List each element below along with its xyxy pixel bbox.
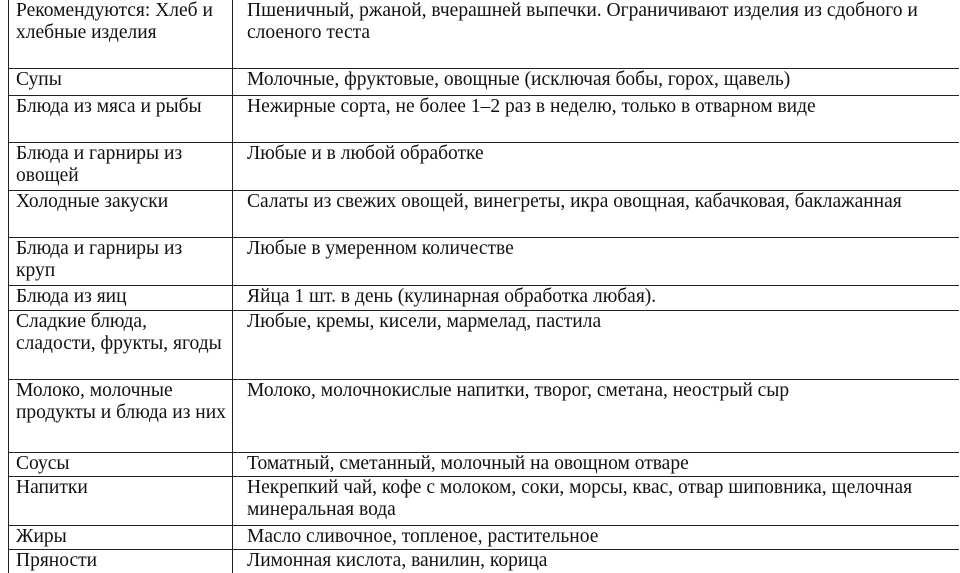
description-cell: Яйца 1 шт. в день (кулинарная обработка любая).: [233, 285, 960, 310]
category-cell: Блюда и гарниры из круп: [9, 238, 233, 286]
description-cell: Лимонная кислота, ванилин, корица: [233, 550, 960, 573]
category-cell: Рекомендуются: Хлеб и хлебные изделия: [9, 0, 233, 69]
description-cell: Любые, кремы, кисели, мармелад, пастила: [233, 311, 960, 380]
table-row: [9, 311, 960, 380]
description-cell: Томатный, сметанный, молочный на овощном отваре: [233, 452, 960, 476]
table-row: [9, 452, 960, 476]
category-cell: Холодные закуски: [9, 190, 233, 238]
description-cell: Любые и в любой обработке: [233, 143, 960, 191]
category-cell: Блюда и гарниры из овощей: [9, 143, 233, 191]
description-cell: Масло сливочное, топленое, растительное: [233, 525, 960, 549]
table-row: [9, 69, 960, 95]
diet-recommendations-table: [8, 0, 959, 573]
description-cell: Салаты из свежих овощей, винегреты, икра овощная, кабачковая, баклажанная: [233, 190, 960, 238]
category-cell: Супы: [9, 69, 233, 95]
table-row: [9, 380, 960, 453]
table-row: [9, 95, 960, 143]
category-cell: Пряности: [9, 550, 233, 573]
category-cell: Напитки: [9, 477, 233, 526]
table-row: [9, 143, 960, 191]
description-cell: Пшеничный, ржаной, вчерашней выпечки. Ограничивают изделия из сдобного и слоеного теста: [233, 0, 960, 69]
table-row: [9, 0, 960, 69]
description-cell: Некрепкий чай, кофе с молоком, соки, морсы, квас, отвар шиповника, щелочная минеральная вода: [233, 477, 960, 526]
table-row: [9, 550, 960, 573]
description-cell: Молоко, молочнокислые напитки, творог, сметана, неострый сыр: [233, 380, 960, 453]
table-row: [9, 190, 960, 238]
table-row: [9, 525, 960, 549]
category-cell: Блюда из яиц: [9, 285, 233, 310]
category-cell: Блюда из мяса и рыбы: [9, 95, 233, 143]
table-row: [9, 285, 960, 310]
category-cell: Соусы: [9, 452, 233, 476]
description-cell: Любые в умеренном количестве: [233, 238, 960, 286]
table-row: [9, 238, 960, 286]
table-row: [9, 477, 960, 526]
category-cell: Сладкие блюда, сладости, фрукты, ягоды: [9, 311, 233, 380]
category-cell: Жиры: [9, 525, 233, 549]
category-cell: Молоко, молочные продукты и блюда из них: [9, 380, 233, 453]
description-cell: Молочные, фруктовые, овощные (исключая бобы, горох, щавель): [233, 69, 960, 95]
description-cell: Нежирные сорта, не более 1–2 раз в неделю, только в отварном виде: [233, 95, 960, 143]
